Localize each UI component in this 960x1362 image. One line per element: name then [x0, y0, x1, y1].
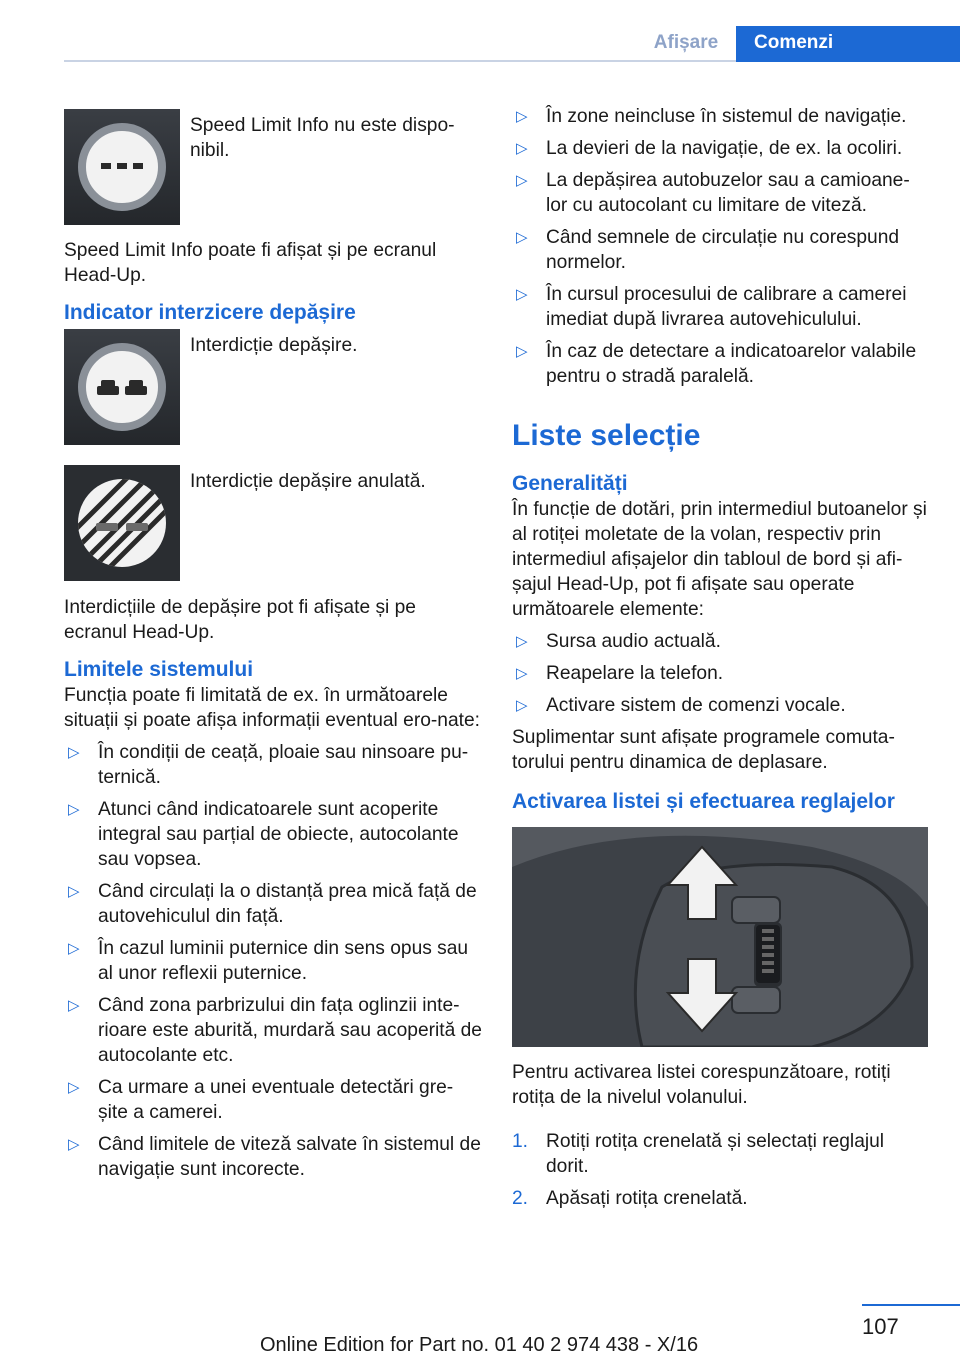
bullet-triangle-icon: ▷ — [516, 140, 528, 157]
list-item: ▷ În zone neincluse în sistemul de navigație. — [516, 106, 907, 127]
sign-row-not-available — [64, 109, 482, 225]
end-no-overtaking-icon — [72, 473, 172, 573]
bullet-triangle-icon: ▷ — [68, 1136, 80, 1153]
no-overtaking-sign — [64, 329, 180, 445]
overtaking-cancelled-sign — [64, 465, 180, 581]
paragraph-general: În funcție de dotări, prin intermediul butoanelor și al rotiței moletate de la volan, respectiv prin intermediul afișajelor din tabloul de bord și afi-șajul Head-Up, pot fi afișate sau operate următoarele elemente: — [512, 499, 927, 620]
bullet-triangle-icon: ▷ — [68, 997, 80, 1014]
limits-list-left — [64, 740, 482, 1182]
list-item: ▷ Atunci când indicatoarele sunt acoperite integral sau parțial de obiecte, autocolante sau vopsea. — [68, 799, 459, 870]
bullet-triangle-icon: ▷ — [516, 633, 528, 650]
steps-list — [512, 1129, 930, 1211]
bullet-triangle-icon: ▷ — [516, 108, 528, 125]
heading-overtaking: Indicator interzicere depășire — [64, 301, 356, 324]
list-item: ▷ Când limitele de viteză salvate în sistemul de navigație sunt incorecte. — [68, 1134, 481, 1180]
steering-wheel-thumbwheel-icon — [512, 827, 928, 1047]
sign-row-overtaking-cancelled — [64, 465, 482, 581]
paragraph-limits-intro: Funcția poate fi limitată de ex. în următoarele situații și poate afișa informații eventual ero-nate: — [64, 685, 480, 731]
paragraph-head-up-overtaking: Interdicțiile de depășire pot fi afișate și pe ecranul Head-Up. — [64, 597, 416, 643]
page-number: 107 — [862, 1314, 899, 1339]
bullet-triangle-icon: ▷ — [68, 744, 80, 761]
heading-system-limits: Limitele sistemului — [64, 658, 254, 681]
limits-list-right — [512, 104, 930, 389]
speed-limit-unavailable-sign — [64, 109, 180, 225]
left-column — [64, 100, 482, 1189]
no-overtaking-icon — [77, 342, 167, 432]
list-item: ▷ Când circulați la o distanță prea mică față de autovehiculul din față. — [68, 881, 477, 927]
bullet-triangle-icon: ▷ — [516, 172, 528, 189]
sign-row-no-overtaking — [64, 329, 482, 445]
list-item: ▷ În condiții de ceață, ploaie sau ninsoare pu-ternică. — [68, 742, 469, 788]
bullet-triangle-icon: ▷ — [516, 343, 528, 360]
heading-activate-list: Activarea listei și efectuarea reglajelor — [512, 790, 895, 813]
list-item: ▷ Când semnele de circulație nu corespund normelor. — [516, 227, 900, 273]
no-speed-info-icon — [77, 122, 167, 212]
bullet-triangle-icon: ▷ — [68, 801, 80, 818]
bullet-triangle-icon: ▷ — [516, 665, 528, 682]
list-item: ▷ Sursa audio actuală. — [516, 631, 721, 652]
sign-not-available-text: Speed Limit Info nu este dispo-nibil. — [190, 115, 455, 161]
tab-display[interactable]: Afișare — [653, 32, 719, 53]
list-item: ▷ La devieri de la navigație, de ex. la ocoliri. — [516, 138, 903, 159]
bullet-triangle-icon: ▷ — [68, 883, 80, 900]
heading-selection-lists: Liste selecție — [512, 419, 701, 452]
sign-no-overtaking-text: Interdicție depășire. — [190, 335, 358, 356]
paragraph-activate: Pentru activarea listei corespunzătoare, rotiți rotița de la nivelul volanului. — [512, 1062, 891, 1108]
list-item: ▷ Când zona parbrizului din fața oglinzii inte-rioare este aburită, murdară sau acoperită de autocolante etc. — [68, 995, 482, 1066]
bullet-triangle-icon: ▷ — [516, 697, 528, 714]
list-item: ▷ La depășirea autobuzelor sau a camioane-lor cu autocolant cu limitare de viteză. — [516, 170, 910, 216]
heading-general: Generalități — [512, 472, 628, 495]
paragraph-extra: Suplimentar sunt afișate programele comuta-torului pentru dinamica de deplasare. — [512, 727, 895, 773]
step-item: 1. Rotiți rotița crenelată și selectați reglajul dorit. — [512, 1131, 885, 1177]
list-item: ▷ Ca urmare a unei eventuale detectări gre-șite a camerei. — [68, 1077, 454, 1123]
sign-overtaking-cancelled-text: Interdicție depășire anulată. — [190, 471, 426, 492]
list-item: ▷ În caz de detectare a indicatoarelor valabile pentru o stradă paralelă. — [516, 341, 917, 387]
list-item: ▷ În cursul procesului de calibrare a camerei imediat după livrarea autovehiculului. — [516, 284, 907, 330]
elements-list — [512, 629, 930, 718]
list-item: ▷ Activare sistem de comenzi vocale. — [516, 695, 846, 716]
bullet-triangle-icon: ▷ — [68, 1079, 80, 1096]
steering-wheel-photo — [512, 827, 928, 1047]
bullet-triangle-icon: ▷ — [516, 229, 528, 246]
edition-info: Online Edition for Part no. 01 40 2 974 438 - X/16 — [260, 1334, 699, 1356]
tab-controls[interactable]: Comenzi — [736, 26, 960, 62]
step-item: 2. Apăsați rotița crenelată. — [512, 1188, 748, 1209]
bullet-triangle-icon: ▷ — [68, 940, 80, 957]
list-item: ▷ În cazul luminii puternice din sens opus sau al unor reflexii puternice. — [68, 938, 469, 984]
list-item: ▷ Reapelare la telefon. — [516, 663, 724, 684]
paragraph-head-up-speed: Speed Limit Info poate fi afișat și pe ecranul Head-Up. — [64, 240, 437, 286]
footer-rule — [862, 1304, 960, 1306]
right-column — [512, 100, 930, 1218]
bullet-triangle-icon: ▷ — [516, 286, 528, 303]
